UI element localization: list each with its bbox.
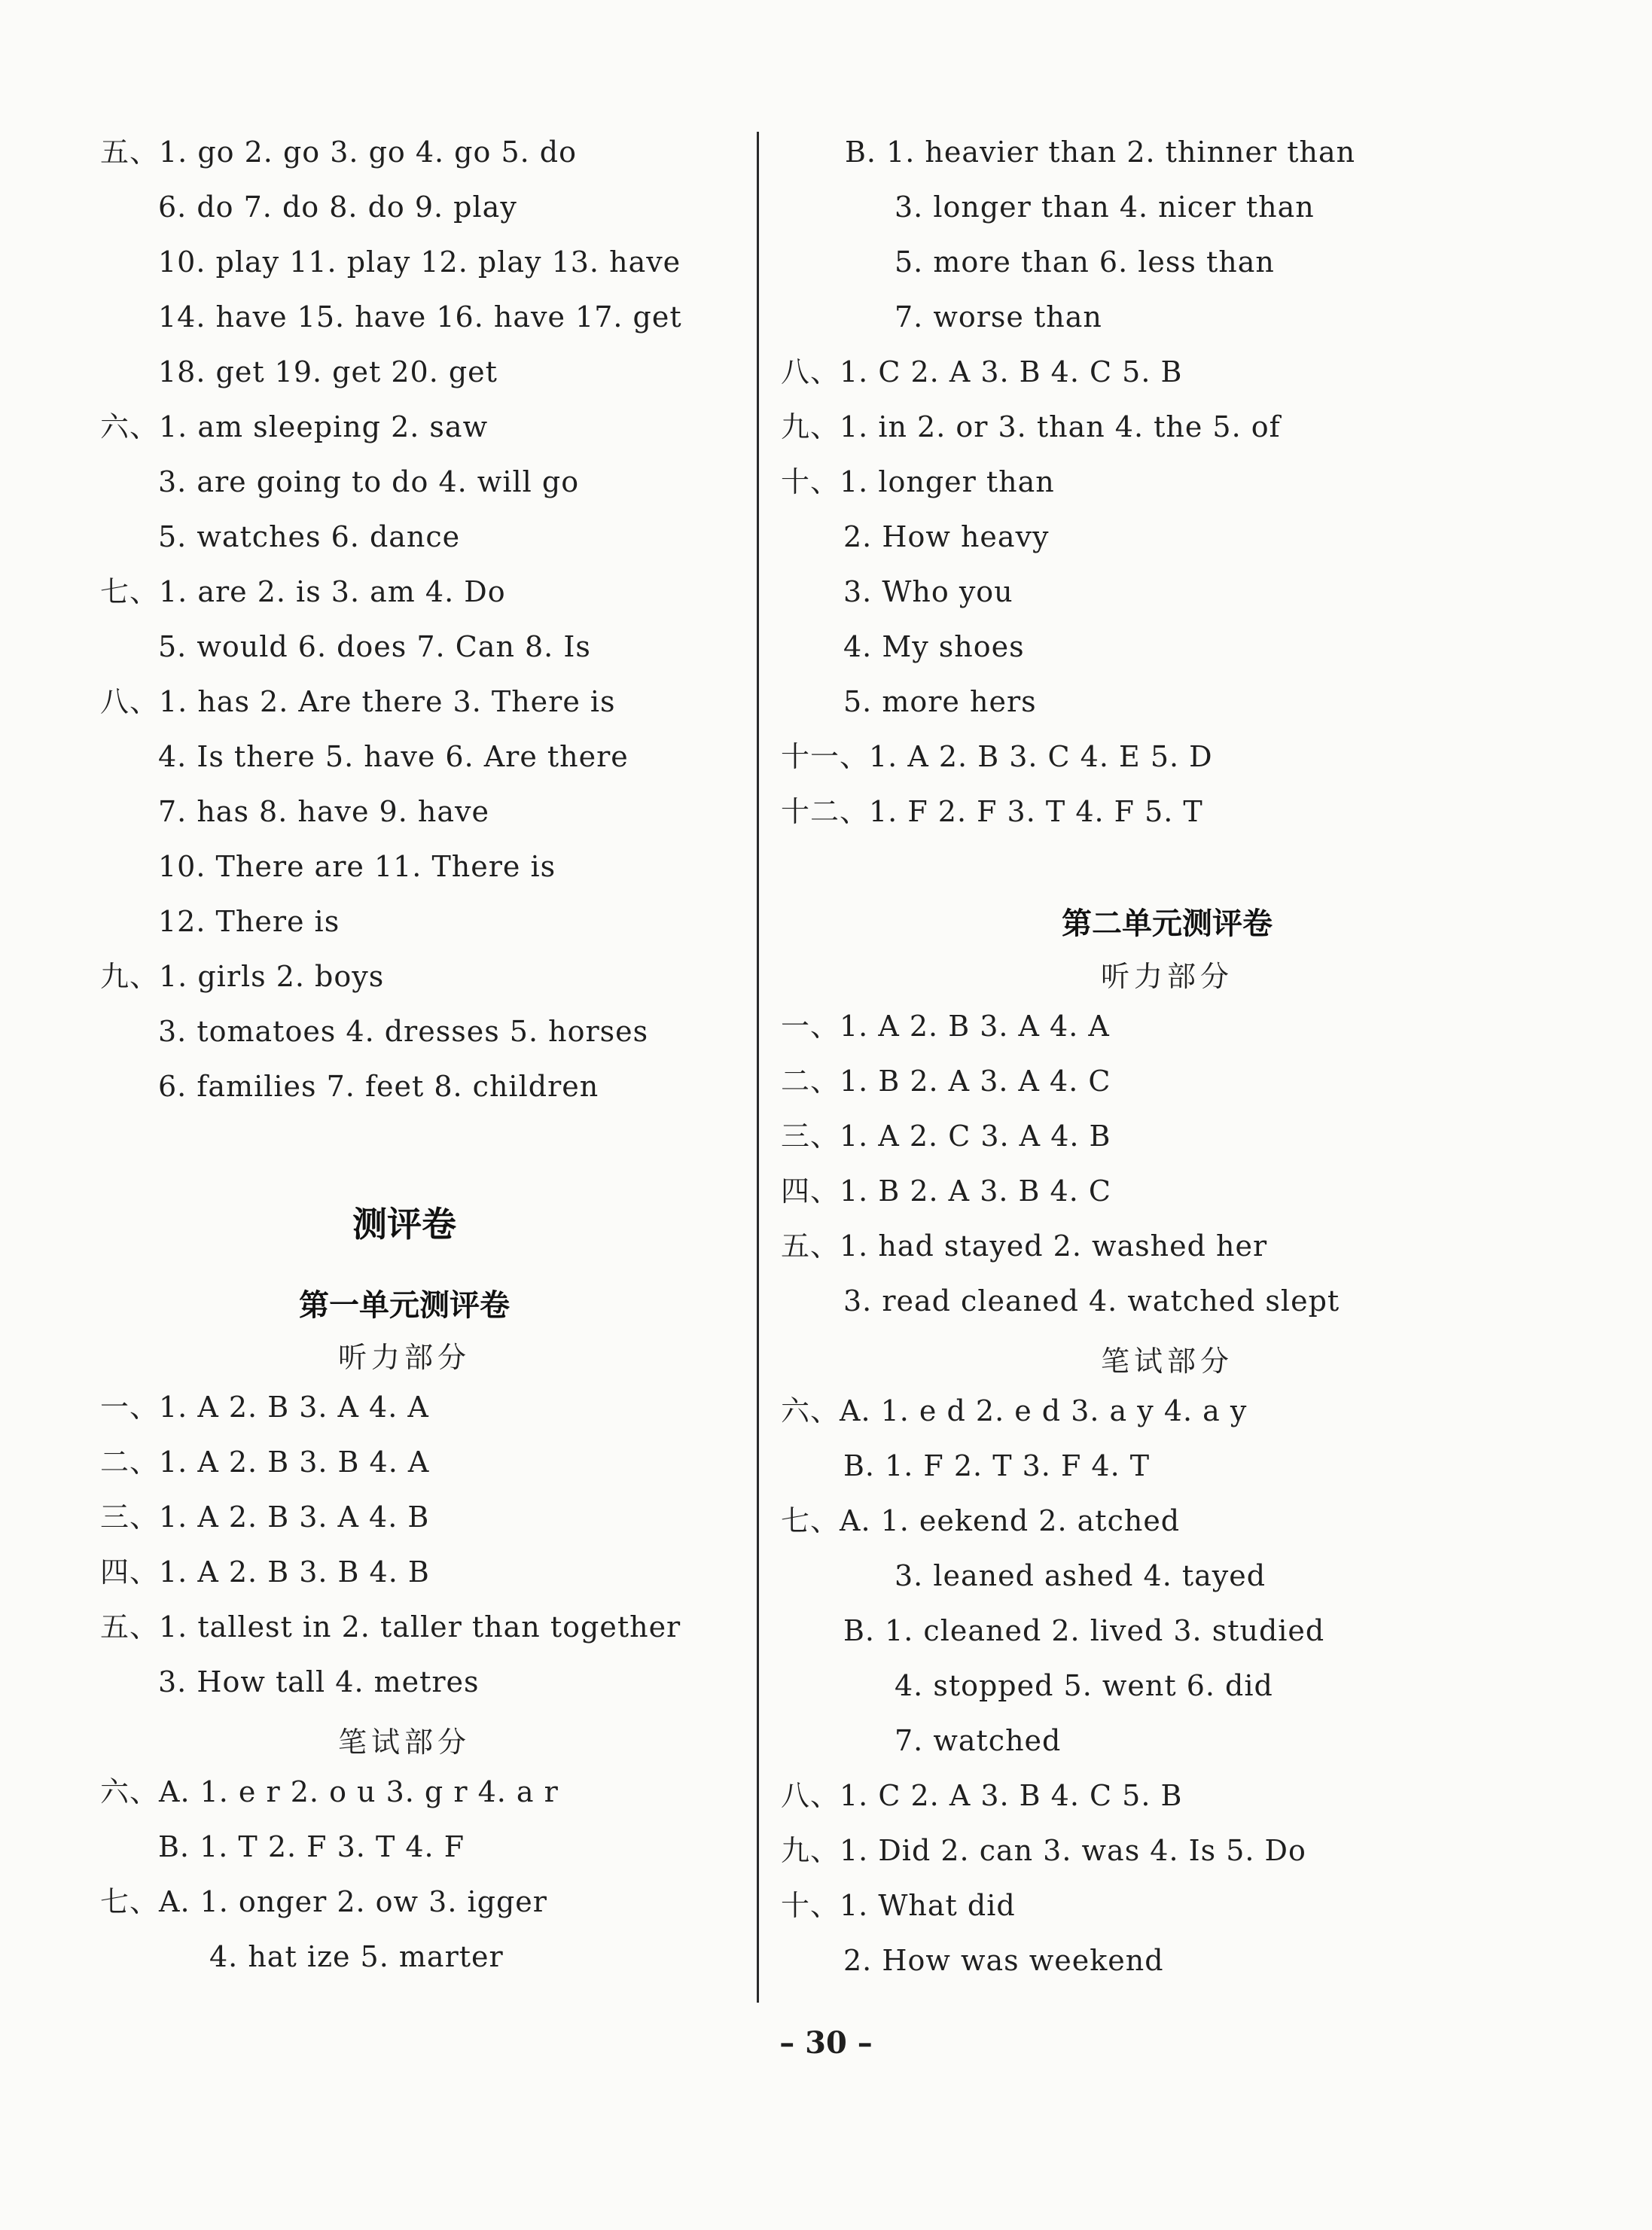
answer-line: 五、1. go 2. go 3. go 4. go 5. do: [100, 136, 578, 169]
answer-line: 六、A. 1. e d 2. e d 3. a y 4. a y: [781, 1394, 1248, 1427]
answer-line: 六、1. am sleeping 2. saw: [100, 410, 489, 443]
answer-line: B. 1. F 2. T 3. F 4. T: [843, 1449, 1151, 1482]
unit-title: 第一单元测评卷: [299, 1288, 510, 1323]
answer-line: 四、1. B 2. A 3. B 4. C: [781, 1174, 1111, 1208]
answer-line: 3. are going to do 4. will go: [158, 465, 580, 498]
answer-line: 6. families 7. feet 8. children: [158, 1070, 599, 1103]
answer-line: 3. Who you: [843, 575, 1013, 608]
answer-line: 12. There is: [158, 905, 340, 938]
answer-line: 4. stopped 5. went 6. did: [895, 1669, 1273, 1702]
answer-line: 10. There are 11. There is: [158, 850, 556, 883]
answer-line: 五、1. tallest in 2. taller than together: [100, 1610, 681, 1644]
listening-label: 听力部分: [337, 1341, 471, 1374]
answer-line: 14. have 15. have 16. have 17. get: [158, 300, 682, 334]
answer-line: 5. more than 6. less than: [895, 245, 1275, 279]
answer-line: 二、1. B 2. A 3. A 4. C: [781, 1065, 1111, 1098]
answer-line: 八、1. C 2. A 3. B 4. C 5. B: [781, 1779, 1183, 1812]
answer-line: 3. tomatoes 4. dresses 5. horses: [158, 1015, 649, 1048]
answer-line: 5. would 6. does 7. Can 8. Is: [158, 630, 591, 663]
answer-line: 三、1. A 2. B 3. A 4. B: [100, 1500, 430, 1534]
answer-line: 一、1. A 2. B 3. A 4. A: [100, 1391, 429, 1424]
answer-line: 二、1. A 2. B 3. B 4. A: [100, 1446, 430, 1479]
answer-line: 七、1. are 2. is 3. am 4. Do: [100, 575, 506, 608]
answer-line: 十、1. longer than: [781, 465, 1055, 498]
written-label: 笔试部分: [337, 1726, 471, 1759]
listening-label: 听力部分: [1100, 960, 1233, 993]
answer-line: B. 1. cleaned 2. lived 3. studied: [843, 1614, 1325, 1647]
answer-line: 4. hat ize 5. marter: [209, 1940, 504, 1973]
answer-line: 六、A. 1. e r 2. o u 3. g r 4. a r: [100, 1775, 559, 1808]
answer-line: 5. more hers: [843, 685, 1037, 718]
answer-line: 七、A. 1. eekend 2. atched: [781, 1504, 1181, 1537]
answer-line: 2. How was weekend: [843, 1944, 1164, 1977]
answer-line: 4. My shoes: [843, 630, 1025, 663]
answer-line: 7. watched: [895, 1724, 1062, 1757]
answer-line: 3. leaned ashed 4. tayed: [895, 1559, 1266, 1592]
answer-line: 2. How heavy: [843, 520, 1050, 553]
answer-line: 7. has 8. have 9. have: [158, 795, 489, 828]
answer-line: 3. How tall 4. metres: [158, 1665, 480, 1698]
answer-line: 四、1. A 2. B 3. B 4. B: [100, 1555, 430, 1589]
answer-line: 三、1. A 2. C 3. A 4. B: [781, 1120, 1111, 1153]
answer-line: 十二、1. F 2. F 3. T 4. F 5. T: [781, 795, 1203, 828]
page-number: – 30 –: [779, 2025, 873, 2061]
answer-line: 十一、1. A 2. B 3. C 4. E 5. D: [781, 740, 1213, 773]
answer-line: 九、1. girls 2. boys: [100, 960, 385, 993]
answer-line: 八、1. C 2. A 3. B 4. C 5. B: [781, 355, 1183, 388]
answer-line: 6. do 7. do 8. do 9. play: [158, 190, 517, 224]
answer-line: 4. Is there 5. have 6. Are there: [158, 740, 629, 773]
answer-line: 一、1. A 2. B 3. A 4. A: [781, 1010, 1110, 1043]
answer-line: 3. read cleaned 4. watched slept: [843, 1284, 1340, 1318]
answer-line: 十、1. What did: [781, 1889, 1016, 1922]
answer-line: 10. play 11. play 12. play 13. have: [158, 245, 681, 279]
written-label: 笔试部分: [1100, 1345, 1233, 1378]
answer-line: 八、1. has 2. Are there 3. There is: [100, 685, 616, 718]
answer-line: 7. worse than: [895, 300, 1102, 334]
section-title: 测评卷: [352, 1204, 456, 1244]
answer-line: 5. watches 6. dance: [158, 520, 461, 553]
answer-line: B. 1. heavier than 2. thinner than: [845, 136, 1356, 169]
answer-line: 七、A. 1. onger 2. ow 3. igger: [100, 1885, 547, 1918]
answer-line: 九、1. Did 2. can 3. was 4. Is 5. Do: [781, 1834, 1306, 1867]
answer-line: 五、1. had stayed 2. washed her: [781, 1229, 1268, 1263]
unit-title: 第二单元测评卷: [1062, 906, 1273, 941]
answer-line: B. 1. T 2. F 3. T 4. F: [158, 1830, 465, 1863]
answer-line: 3. longer than 4. nicer than: [895, 190, 1315, 224]
answer-line: 九、1. in 2. or 3. than 4. the 5. of: [781, 410, 1281, 443]
answer-line: 18. get 19. get 20. get: [158, 355, 498, 388]
